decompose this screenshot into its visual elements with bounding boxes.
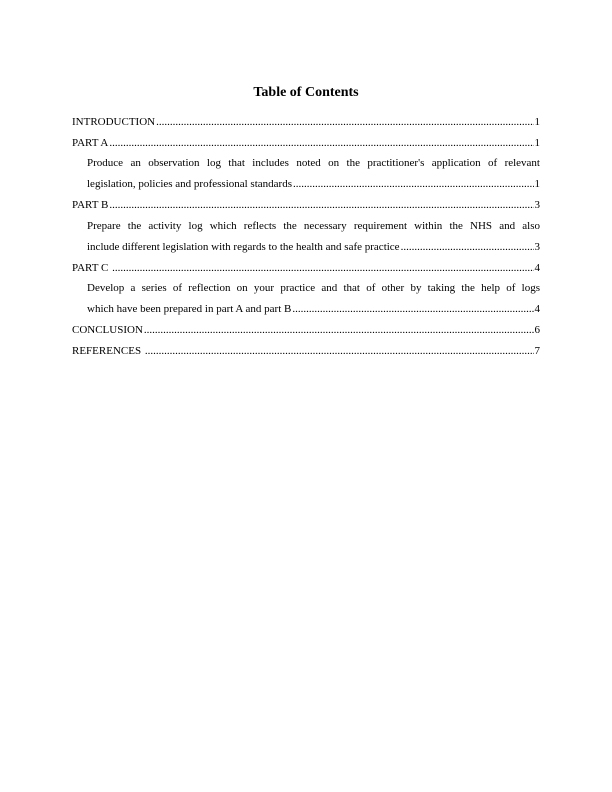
toc-title: Table of Contents xyxy=(253,85,359,100)
dot-leader xyxy=(109,195,533,216)
toc-entry-introduction[interactable] xyxy=(72,112,540,133)
toc-entry-part-b[interactable] xyxy=(72,195,540,216)
toc-entry-label: REFERENCES xyxy=(72,344,144,357)
toc-subentry-first-line: Produce an observation log that includes noted on the practitioner's application of relevant xyxy=(87,157,540,169)
toc-subentry-observation-log[interactable] xyxy=(72,153,540,195)
dot-leader xyxy=(112,258,533,279)
dot-leader xyxy=(109,133,533,154)
toc-subentry-last-line: legislation, policies and professional standards xyxy=(87,178,292,190)
table-of-contents xyxy=(72,112,540,361)
toc-entry-label: PART B xyxy=(72,199,109,211)
toc-page-number: 6 xyxy=(534,324,540,336)
dot-leader xyxy=(156,112,533,133)
toc-entry-label: PART C xyxy=(72,261,112,274)
dot-leader xyxy=(293,174,534,195)
toc-subentry-last-line: include different legislation with regards to the health and safe practice xyxy=(87,240,400,253)
dot-leader xyxy=(145,341,534,362)
toc-page-number: 1 xyxy=(534,116,540,128)
toc-subentry-first-line: Prepare the activity log which reflects the necessary requirement within the NHS and also xyxy=(87,219,540,232)
toc-page-number: 1 xyxy=(534,178,540,190)
dot-leader xyxy=(292,299,533,320)
toc-entry-references[interactable] xyxy=(72,341,540,362)
toc-entry-conclusion[interactable] xyxy=(72,320,540,341)
toc-page-number: 1 xyxy=(534,136,540,149)
toc-entry-part-a[interactable] xyxy=(72,133,540,154)
toc-entry-label: CONCLUSION xyxy=(72,324,143,336)
toc-entry-label: INTRODUCTION xyxy=(72,116,156,128)
toc-page-number: 4 xyxy=(534,303,540,315)
dot-leader xyxy=(401,237,534,258)
toc-page-number: 4 xyxy=(534,261,540,274)
toc-entry-part-c[interactable] xyxy=(72,258,540,279)
toc-subentry-last-line: which have been prepared in part A and part B xyxy=(87,303,292,315)
toc-page-number: 3 xyxy=(534,240,540,253)
toc-page-number: 3 xyxy=(534,199,540,211)
toc-subentry-reflection[interactable] xyxy=(72,278,540,320)
dot-leader xyxy=(144,320,534,341)
toc-page-number: 7 xyxy=(534,344,540,357)
toc-subentry-activity-log[interactable] xyxy=(72,216,540,258)
toc-entry-label: PART A xyxy=(72,136,109,149)
toc-subentry-first-line: Develop a series of reflection on your practice and that of other by taking the help of logs xyxy=(87,282,540,294)
